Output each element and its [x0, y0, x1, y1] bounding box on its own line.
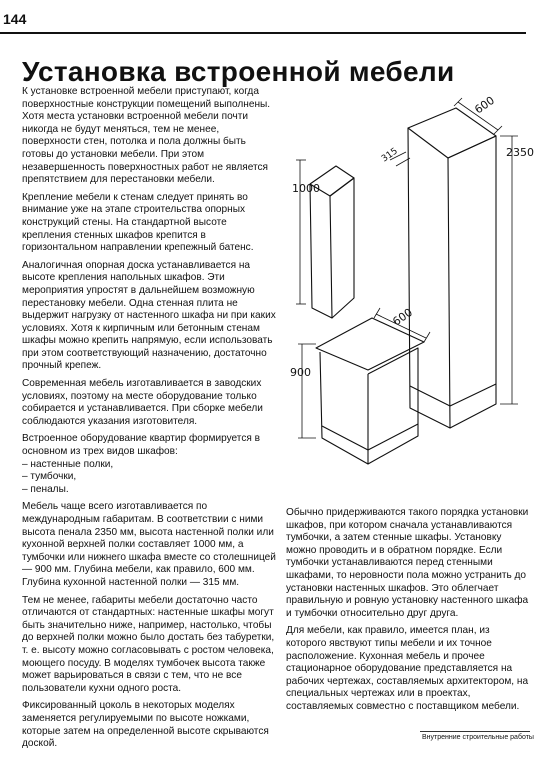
dimension-2350: 2350 — [506, 146, 534, 159]
list-item: – настенные полки, — [22, 458, 114, 470]
paragraph: Крепление мебели к стенам следует принять во внимание уже на этапе строительства опорных конструкций стены. На стандартной высоте крепления стенных шкафов крепится в горизонтальном направлении крепежный батенс. — [22, 191, 254, 254]
paragraph: Обычно придерживаются такого порядка установки шкафов, при котором сначала устанавливаются тумбочки, а затем стенные шкафы. Установку можно проводить и в обратном порядке. Если тумбочки устанавливаются перед стенными шкафами, то неровности пола можно устранить до установки настенных шкафов. Это облегчает правильную и ровную установку настенного шкафа и тумбочки относительно друг друга. — [286, 507, 529, 619]
base-cabinet-drawing — [316, 318, 424, 464]
paragraph: Встроенное оборудование квартир формируется в основном из трех видов шкафов: — [22, 433, 261, 458]
dimension-lines — [296, 98, 518, 438]
page-header — [0, 10, 550, 32]
paragraph: Фиксированный цоколь в некоторых моделях заменяется регулируемыми по высоте ножками, которые затем на определенной высоте скрываются доской. — [22, 700, 269, 750]
paragraph: Современная мебель изготавливается в заводских условиях, поэтому на месте оборудование только собирается и устанавливается. При сборке мебели соблюдаются указания изготовителя. — [22, 378, 263, 427]
footer-rule — [420, 731, 530, 732]
list-item: – пеналы. — [22, 483, 69, 495]
paragraph: К установке встроенной мебели приступают, когда поверхностные конструкции помещений выполнены. Хотя места установки встроенной мебели почти никогда не будут меняться, тем не менее, поверхности стен, потолка и пола должны быть готовы до установки мебели. При этом незавершенность поверхностных работ не является препятствием для перестановки мебели. — [22, 86, 271, 186]
dimension-600-top: 600 — [472, 93, 497, 117]
paragraph: Для мебели, как правило, имеется план, из которого явствуют типы мебели и их точное расположение. Кухонная мебель и прочее стационарное оборудование представляется на рабочих чертежах, составляемых архитектором, на специальных чертежах или в проектах, составляемых совместно с поставщиком мебели. — [286, 625, 529, 712]
page-number: 144 — [3, 11, 27, 27]
tall-cabinet-drawing — [408, 108, 496, 428]
paragraph: Аналогичная опорная доска устанавливается на высоте крепления напольных шкафов. Эти мероприятия упростят в дальнейшем возможную перестановку мебели. Одна стенная плита не выдержит нагрузку от настенного шкафа ни при каких условиях. Хотя к кирпичным или бетонным стенам шкафы можно крепить напрямую, если использовать при этом соответствующий назначению, достаточно прочный крепеж. — [22, 259, 276, 372]
left-text-column — [22, 86, 278, 756]
page-title: Установка встроенной мебели — [22, 56, 455, 87]
right-text-column — [286, 507, 531, 719]
dimension-900: 900 — [290, 366, 311, 379]
running-footer: Внутренние строительные работы — [422, 734, 534, 741]
dimension-315: 315 — [379, 146, 400, 165]
dimension-600-bottom: 600 — [390, 305, 415, 329]
paragraph: Мебель чаще всего изготавливается по международным габаритам. В соответствии с ними высота пенала 2350 мм, высота настенной полки или кухонной верхней полки составляет 1000 мм, а тумбочки или нижнего шкафа вместе со столешницей — 900 мм. Глубина мебели, как правило, 600 мм. Глубина кухонной настенной полки — 315 мм. — [22, 501, 276, 588]
dimension-1000: 1000 — [292, 182, 320, 195]
paragraph: Тем не менее, габариты мебели достаточно часто отличаются от стандартных: настенные шкафы могут быть значительно ниже, например, настолько, чтобы до верхней полки можно было достать без табуретки, т. е. высоту можно согласовывать с ростом человека, моющего посуду. В моделях тумбочек высота также может варьироваться в связи с тем, что не все пользователи кухни одного роста. — [22, 594, 275, 694]
cabinet-types-list — [22, 459, 278, 497]
cabinet-dimensions-illustration — [286, 86, 538, 486]
list-item: – тумбочки, — [22, 471, 77, 483]
header-rule — [0, 32, 526, 34]
